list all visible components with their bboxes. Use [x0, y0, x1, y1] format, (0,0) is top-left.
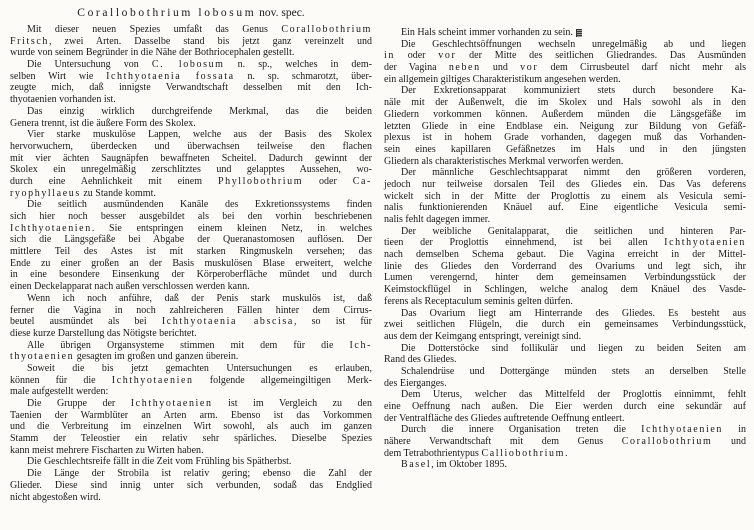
text-line	[384, 156, 746, 168]
letterspaced-term: thyotaenien	[10, 351, 75, 363]
letterspaced-term: Calliobothrium	[481, 447, 565, 459]
text-line	[10, 94, 372, 106]
text-line	[10, 59, 372, 71]
right-text-column	[384, 27, 746, 471]
text-segment: zu Stande kommt.	[80, 187, 156, 199]
text-segment: Keimstockflügel in Schlingen, welche analog dem Knäuel des Vasde-	[384, 284, 746, 296]
text-line	[10, 258, 372, 270]
letterspaced-term: Basel	[401, 459, 432, 471]
text-line	[384, 74, 746, 86]
text-line	[384, 331, 746, 343]
text-segment: Die Untersuchung von	[27, 59, 152, 71]
text-line	[10, 246, 372, 258]
text-segment: der Mitte des seitlichen Gliedrandes. Das Ausmünden	[456, 50, 746, 62]
text-line	[10, 398, 372, 410]
text-segment: und	[712, 436, 746, 448]
text-line	[10, 480, 372, 492]
text-line	[384, 284, 746, 296]
text-segment: tieen der Proglottis einnehmend, ist bei allen	[384, 237, 665, 249]
text-segment: Gliedern vorkommen können. Außerdem münden die Längsgefäße im	[384, 108, 746, 120]
text-segment: in eine besondere Einsenkung der Körperoberfläche mündet und durch	[10, 269, 372, 281]
letterspaced-term: ryophyllaeus	[10, 187, 81, 199]
letterspaced-term: Corallobothrium lobosum	[77, 7, 257, 19]
text-line	[384, 354, 746, 366]
text-line	[384, 319, 746, 331]
text-segment: plexus ist in hohem Grade vorhanden, dagegen muß das Vorhanden-	[384, 132, 746, 144]
text-segment: der Ventralfläche des Gliedes auftretende Oeffnung entleert.	[384, 412, 625, 424]
text-segment: nähere Verwandtschaft mit dem Genus	[384, 436, 622, 448]
text-segment: mit vier ächten Saugnäpfen bewaffneten Scheitel. Dadurch gewinnt der	[10, 152, 372, 164]
text-segment: einen Deckelapparat nach außen verschlossen werden kann.	[10, 281, 250, 293]
text-segment: Der männliche Geschlechtsapparat nimmt den größeren vorderen,	[401, 167, 746, 179]
text-segment: Taenien der Warmblüter an Arten arm. Ebenso ist das Vorkommen	[10, 409, 372, 421]
text-line	[10, 188, 372, 200]
text-segment: Die Gruppe der	[27, 398, 131, 409]
text-line	[10, 141, 372, 153]
text-segment: sich die Längsgefäße bei Abgabe der Queranastomosen auflösen. Der	[10, 234, 372, 246]
text-line	[384, 308, 746, 320]
text-line	[384, 261, 746, 273]
left-text-column	[10, 6, 372, 503]
text-segment: hervorwuchern, überdecken und überwachsen teilweise den flachen	[10, 140, 372, 152]
text-line	[384, 413, 746, 425]
text-segment: durch eine Aehnlichkeit mit einem	[10, 175, 218, 187]
text-segment: ist im Vergleich zu den	[212, 398, 372, 409]
text-segment: Skolex ein unregelmäßig zerschlitztes und gelapptes Aussehen, wo-	[10, 164, 372, 176]
text-segment: Das Ovarium liegt am Hinterrande des Gliedes. Es besteht aus	[401, 307, 746, 319]
letterspaced-term: vor	[520, 62, 539, 74]
text-segment: diese kurze Darstellung das Nötigste berichtet.	[10, 327, 197, 339]
text-line	[384, 249, 746, 261]
ink-smudge-artifact	[576, 29, 582, 37]
text-line	[10, 164, 372, 176]
text-line	[384, 378, 746, 390]
text-segment: Wenn ich noch anführe, daß der Penis stark muskulös ist, daß	[27, 292, 372, 304]
text-segment: oder	[303, 175, 353, 187]
text-segment: ferens als Receptaculum seminis gelten dürfen.	[384, 295, 573, 307]
text-segment: nov. spec.	[256, 7, 305, 19]
text-line	[10, 129, 372, 141]
text-segment: der Vagina	[384, 62, 449, 74]
text-segment: , zwei Arten. Dasselbe stand bis jetzt ganz vereinzelt und	[48, 35, 372, 47]
text-line	[384, 389, 746, 401]
text-segment: Alle übrigen Organsysteme stimmen mit dem für die	[27, 339, 350, 351]
text-line	[384, 343, 746, 355]
text-segment: letzten Gliede in eine Endblase ein. Neigung zur Bildung von Gefäß-	[384, 120, 746, 132]
text-line	[10, 445, 372, 457]
text-line	[384, 121, 746, 133]
text-segment: Die Länge der Strobila ist relativ gering; ebenso die Zahl der	[27, 468, 372, 480]
text-segment: aus dem der Keimgang entspringt, vereinigt sind.	[384, 330, 582, 342]
text-line	[10, 293, 372, 305]
section-heading	[10, 6, 372, 22]
text-segment: oder	[394, 50, 439, 62]
letterspaced-term: Ichthyotaenia fossata	[106, 70, 235, 82]
text-segment: n. sp. schmarotzt, über-	[234, 70, 372, 82]
text-line	[10, 316, 372, 328]
text-segment: eine Oeffnung nach außen. Die Eier werden durch eine sekundär auf	[384, 401, 746, 412]
text-line	[384, 272, 746, 284]
text-line	[384, 39, 746, 51]
text-line	[384, 27, 746, 39]
text-line	[384, 50, 746, 62]
text-segment: beutel ausmündet als bei	[10, 316, 162, 328]
text-line	[384, 109, 746, 121]
text-segment: Gliedern als charakteristisches Merkmal verworfen werden.	[384, 155, 624, 167]
text-segment: Der Exkretionsapparat kommuniziert stets durch besondere Ka-	[401, 85, 746, 97]
text-segment: n. sp., welches in dem-	[224, 59, 372, 71]
text-line	[384, 237, 746, 249]
text-line	[384, 62, 746, 74]
letterspaced-term: in	[384, 50, 395, 62]
text-segment: und	[480, 62, 521, 74]
text-segment: Der weibliche Genitalapparat, die seitlichen und hinteren Par-	[401, 225, 746, 237]
text-segment: in	[722, 424, 746, 436]
text-segment: Lumen verengernd, hinter dem gemeinsamen Verbindungsstück der	[384, 272, 746, 284]
text-segment: Glieder. Diese sind innig unter sich verbunden, sodaß das Endglied	[10, 479, 372, 491]
letterspaced-term: neben	[448, 62, 481, 74]
letterspaced-term: Ichthyotaenia abscisa	[161, 316, 294, 328]
text-line	[10, 305, 372, 317]
text-line	[10, 153, 372, 165]
text-segment: ferner die Vagina in noch zahlreicheren Fällen hinter dem Cirrus-	[10, 304, 372, 316]
text-segment: selben Wirt wie	[10, 70, 107, 82]
text-segment: näle mit der Außenwelt, die im Skolex und Hals sowohl als in den	[384, 97, 746, 109]
text-line	[10, 71, 372, 83]
text-line	[384, 132, 746, 144]
letterspaced-term: vor	[438, 50, 457, 62]
text-line	[384, 144, 746, 156]
text-line	[384, 202, 746, 214]
text-segment: Rand des Gliedes.	[384, 354, 457, 366]
text-segment: sich hier noch besser ausgebildet als bei den vorhin beschriebenen	[10, 211, 372, 222]
text-segment: Stamm der Teleostier ein relativ sehr spärliches. Dieselbe Spezies	[10, 433, 372, 445]
text-line	[10, 340, 372, 352]
letterspaced-term: Phyllobothrium	[217, 175, 304, 187]
letterspaced-term: Ichthyotaenien	[641, 424, 723, 436]
text-line	[10, 375, 372, 387]
text-line	[384, 296, 746, 308]
text-line	[10, 223, 372, 235]
text-line	[10, 351, 372, 363]
text-segment: dem Cirrusbeutel darf nicht mehr als	[538, 62, 747, 74]
text-segment: male aufgestellt werden:	[10, 386, 109, 398]
text-segment: Das einzig wirklich durchgreifende Merkmal, das die beiden	[27, 105, 372, 117]
text-segment: können für die	[10, 374, 112, 386]
letterspaced-term: C. lobosum	[151, 59, 225, 71]
text-segment: Die Dotterstöcke sind follikulär und liegen zu beiden Seiten am	[401, 342, 746, 354]
text-segment: Die seitlich ausmündenden Kanäle des Exkretionssystems finden	[27, 199, 372, 211]
text-line	[384, 85, 746, 97]
text-segment: dem Tetrabothrientypus	[384, 447, 482, 459]
text-segment: Die Geschlechtsöffnungen wechseln unregelmäßig ab und liegen	[401, 38, 746, 50]
text-segment: kann meist mehrere Fischarten zu Wirten haben.	[10, 444, 204, 456]
text-segment: linie des Gliedes den Vorderrand des Ovariums und legt sich, ihr	[384, 260, 746, 272]
text-segment: , so ist für	[293, 316, 372, 328]
text-segment: jedoch nur teilweise dorsalen Teil des Gliedes ein. Das Vas deferens	[384, 178, 746, 190]
text-line	[384, 448, 746, 460]
text-line	[10, 82, 372, 94]
text-line	[384, 226, 746, 238]
text-segment: wurde von seinem Begründer in die Nähe der Bothriocephalen gestellt.	[10, 47, 295, 59]
text-line	[10, 106, 372, 118]
text-segment: Ein Hals scheint immer vorhanden zu sein.	[401, 27, 573, 38]
text-line	[10, 386, 372, 398]
text-segment: nalis funktionierenden Knäuel auf. Eine eigentliche Vesicula semi-	[384, 202, 746, 214]
text-line	[384, 97, 746, 109]
text-line	[10, 47, 372, 59]
text-line	[384, 424, 746, 436]
text-segment: Genera trennt, ist die äußere Form des Skolex.	[10, 117, 196, 129]
text-segment: zwei seitlichen Flügeln, die durch ein gemeinsames Verbindungsstück,	[384, 319, 746, 331]
text-line	[384, 436, 746, 448]
text-segment: wickelt sich in der Mitte der Proglottis zu einem als Vesicula semi-	[384, 190, 746, 202]
text-segment: Durch die innere Organisation treten die	[401, 424, 642, 436]
text-line	[10, 176, 372, 188]
text-line	[384, 191, 746, 203]
text-line	[384, 214, 746, 226]
text-segment: nach demselben Schema gebaut. Die Vagina erreicht in der Mittel-	[384, 249, 746, 261]
letterspaced-term: Ichthyotaenien	[10, 222, 92, 234]
text-segment: gesagten im großen und ganzen überein.	[74, 351, 239, 363]
text-line	[10, 468, 372, 480]
text-line	[10, 234, 372, 246]
text-segment: nicht abgestoßen wird.	[10, 491, 101, 503]
letterspaced-term: Corallobothrium	[281, 24, 372, 35]
text-segment: folgende allgemeingiltigen Merk-	[193, 374, 372, 386]
text-segment: Schalendrüse und Dottergänge münden stets an derselben Stelle	[401, 365, 746, 377]
text-segment: nalis fehlt dagegen immer.	[384, 214, 491, 225]
text-line	[10, 36, 372, 48]
letterspaced-term: Ichthyotaenien	[130, 398, 213, 409]
text-segment: mittlere Teil des Astes ist mit starken Ringmuskeln versehen; das	[10, 246, 372, 258]
text-line	[10, 118, 372, 130]
text-line	[10, 24, 372, 36]
text-line	[10, 363, 372, 375]
text-segment: Vier starke muskulöse Lappen, welche aus der Basis des Skolex	[27, 129, 372, 141]
text-segment: Die Geschlechtsreife fällt in die Zeit vom Frühling bis Spätherbst.	[27, 456, 292, 468]
text-segment: thyotaenien vorhanden ist.	[10, 94, 116, 106]
text-segment: ein allgemein giltiges Charakteristikum angesehen werden.	[384, 73, 621, 85]
text-segment: Ende zu einer großen an der Basis muskulösen Blase erweitert, welche	[10, 257, 372, 269]
text-line	[10, 492, 372, 504]
text-segment: , im Oktober 1895.	[431, 459, 508, 471]
text-line	[384, 401, 746, 413]
text-line	[10, 199, 372, 211]
letterspaced-term: Corallobothrium	[621, 436, 713, 448]
text-line	[10, 281, 372, 293]
text-line	[10, 421, 372, 433]
text-line	[10, 328, 372, 340]
text-segment: und die Verbreitung im einzelnen Wirt sowohl, als auch im ganzen	[10, 421, 372, 433]
text-segment: Mit dieser neuen Spezies umfaßt das Genus	[27, 24, 282, 35]
letterspaced-term: Ichthyotaenien	[664, 237, 746, 249]
text-segment: zeugte mich, daß innigste Verwandtschaft desselben mit den Ich-	[10, 82, 372, 94]
letterspaced-term: Ich-	[349, 339, 372, 351]
letterspaced-term: Ca-	[352, 175, 372, 187]
text-segment: . Sie entspringen einem kleinen Netz, in welches	[91, 222, 372, 234]
text-line	[384, 179, 746, 191]
text-segment: Soweit die bis jetzt gemachten Untersuchungen es erlauben,	[27, 362, 372, 374]
text-line	[10, 433, 372, 445]
text-line	[384, 459, 746, 471]
text-line	[10, 410, 372, 422]
text-line	[10, 456, 372, 468]
text-line	[384, 366, 746, 378]
text-segment: Dem Uterus, welcher das Mittelfeld der Proglottis einnimmt, fehlt	[401, 389, 746, 401]
letterspaced-term: Fritsch	[10, 35, 49, 47]
text-segment: .	[564, 447, 568, 459]
letterspaced-term: Ichthyotaenien	[111, 374, 194, 386]
text-segment: des Eierganges.	[384, 377, 447, 389]
text-line	[384, 167, 746, 179]
text-line	[10, 211, 372, 223]
text-segment: sein eines kapillaren Gefäßnetzes im Hals und in den jüngsten	[384, 143, 746, 155]
text-line	[10, 269, 372, 281]
